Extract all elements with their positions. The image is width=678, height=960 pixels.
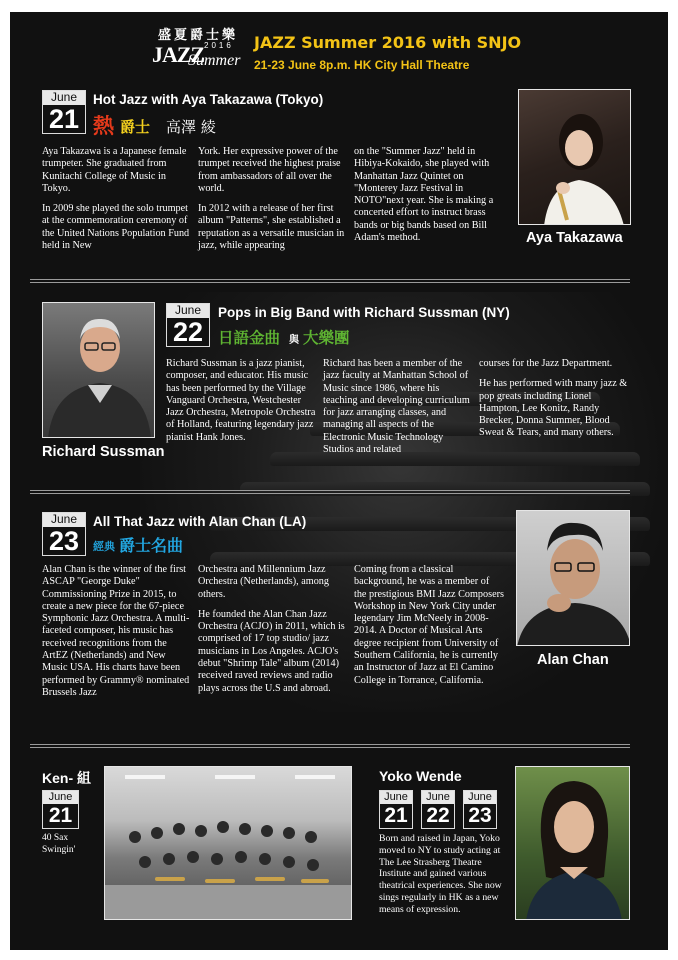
date-month: June xyxy=(43,791,78,804)
event-title: JAZZ Summer 2016 with SNJO xyxy=(254,33,522,52)
section-title: All That Jazz with Alan Chan (LA) xyxy=(93,514,307,529)
bio-paragraph: Alan Chan is the winner of the first ASCAP "George Duke" Commissioning Prize in 2015, to create a new piece for the 67-piece Symphonic Jazz Orchestra. A multi-faceted composer, his music has received recognitions from the ArtEZ (Netherlands) and New Music USA. His charts have been performed by Grammy® nominated Brussels Jazz xyxy=(42,564,190,698)
date-badge xyxy=(421,790,455,829)
date-day: 21 xyxy=(43,105,85,133)
date-badge xyxy=(42,512,86,556)
section-title: Hot Jazz with Aya Takazawa (Tokyo) xyxy=(93,92,324,107)
ken-description: 40 Sax Swingin' xyxy=(42,833,76,855)
bio-column-3 xyxy=(479,358,631,440)
bio-paragraph: Richard Sussman is a jazz pianist, composer, and educator. His music has been performed by the Village Vanguard Orchestra, Westchester Jazz Orchestra, Metropole Orchestra of Holland, featuring legendary jazz pianist Hank Jones. xyxy=(166,358,316,443)
date-badge xyxy=(379,790,413,829)
date-badge xyxy=(42,790,79,829)
bio-column-2 xyxy=(323,358,473,456)
richard-sussman-photo xyxy=(42,302,155,438)
bio-paragraph: He has performed with many jazz & pop greats including Lionel Hampton, Lee Konitz, Randy Brecker, Donna Summer, Blood Sweat & Tears, and many others. xyxy=(479,378,628,439)
bio-paragraph: He founded the Alan Chan Jazz Orchestra (ACJO) in 2011, which is comprised of 17 top studio/ jazz musicians in Los Angeles. ACJO's debut "Shrimp Tale" album (2014) received raved reviews and radio plays across the U.S and abroad. xyxy=(198,608,345,694)
date-month: June xyxy=(167,304,209,318)
bio-paragraph: York. Her expressive power of the trumpet received the highest praise from ambassadors of all over the world. xyxy=(198,146,341,194)
chinese-classic: 經典 xyxy=(93,540,115,553)
bio-column-1 xyxy=(166,358,316,444)
date-day: 21 xyxy=(380,804,412,828)
date-day: 22 xyxy=(167,318,209,346)
logo-summer: Summer xyxy=(188,52,241,69)
bio-column-3 xyxy=(354,564,504,687)
chinese-and: 與 xyxy=(289,335,299,346)
chinese-title: 爵士名曲 xyxy=(119,536,184,555)
bio-column-2 xyxy=(198,564,348,695)
chinese-title-a: 日語金曲 xyxy=(218,329,281,347)
bio-column-1 xyxy=(42,146,192,252)
yoko-wende-photo xyxy=(515,766,630,920)
date-month: June xyxy=(43,513,85,527)
ken-group-photo xyxy=(104,766,352,920)
chinese-title-b: 大樂團 xyxy=(303,329,350,347)
date-day: 21 xyxy=(43,804,78,828)
bio-paragraph: Aya Takazawa is a Japanese female trumpeter. She graduated from Kunitachi College of Music in Tokyo. xyxy=(42,146,187,194)
yoko-description: Born and raised in Japan, Yoko moved to NY to study acting at The Lee Strasberg Theatre Institute and gained various theatrical experiences. She now sings regularly in HK as a new means of expression. xyxy=(379,833,502,915)
date-badge xyxy=(42,90,86,134)
date-month: June xyxy=(43,91,85,105)
section-divider xyxy=(30,490,630,494)
date-badge xyxy=(166,303,210,347)
artist-name: Richard Sussman xyxy=(42,444,165,460)
date-day: 23 xyxy=(43,527,85,555)
bio-paragraph: In 2009 she played the solo trumpet at the commemoration ceremony of the United Nations Population Fund held in New xyxy=(42,203,190,252)
section-title: Pops in Big Band with Richard Sussman (NY) xyxy=(218,305,510,320)
bio-paragraph: Coming from a classical background, he was a member of the prestigious BMI Jazz Composers Workshop in New York City under legendary Jim McNeely in 2008-2014. A Doctor of Musical Arts degree recipient from University of Southern California, he is currently an Instructor of Jazz at El Camino College in Torrance, California. xyxy=(354,564,504,686)
ken-group-title: Ken- 組 xyxy=(42,770,91,786)
bio-column-3 xyxy=(354,146,504,244)
date-day: 22 xyxy=(422,804,454,828)
date-month: June xyxy=(380,791,412,804)
bio-column-1 xyxy=(42,564,192,699)
bio-paragraph: on the "Summer Jazz" held in Hibiya-Kokaido, she played with Manhattan Jazz Quintet on "Monterey Jazz Festival in NOTO"next year. She is making a concerted effort to instruct brass bands or big bands based on Bill Adam's method. xyxy=(354,146,494,244)
section-divider xyxy=(30,279,630,283)
date-month: June xyxy=(464,791,496,804)
date-month: June xyxy=(422,791,454,804)
date-day: 23 xyxy=(464,804,496,828)
alan-chan-photo xyxy=(516,510,630,646)
chinese-hot: 熱 xyxy=(93,114,114,138)
chinese-jazz: 爵士 xyxy=(120,118,151,136)
bio-paragraph: Richard has been a member of the jazz faculty at Manhattan School of Music since 1986, where his teaching and developing curriculum for jazz arranging classes, and managing all aspects of the Electronic Music Technology Studios and related xyxy=(323,358,470,456)
bio-paragraph: In 2012 with a release of her first album "Patterns", she established a reputation as a versatile musician in jazz, while appearing xyxy=(198,203,345,252)
chinese-name: 高澤 綾 xyxy=(166,118,216,136)
section-divider xyxy=(30,744,630,748)
artist-name: Alan Chan xyxy=(537,652,609,668)
event-subtitle: 21-23 June 8p.m. HK City Hall Theatre xyxy=(254,58,470,72)
artist-name: Aya Takazawa xyxy=(526,230,623,246)
date-badge xyxy=(463,790,497,829)
bio-paragraph: Orchestra and Millennium Jazz Orchestra (Netherlands), among others. xyxy=(198,564,329,600)
logo-chinese: 盛夏爵士樂 xyxy=(158,28,239,43)
bio-column-2 xyxy=(198,146,348,252)
logo-jazz: JAZZ xyxy=(152,42,205,67)
yoko-wende-title: Yoko Wende xyxy=(379,768,462,784)
bio-paragraph: courses for the Jazz Department. xyxy=(479,358,613,369)
aya-takazawa-photo xyxy=(518,89,631,225)
logo-year: 2016 xyxy=(204,41,234,50)
